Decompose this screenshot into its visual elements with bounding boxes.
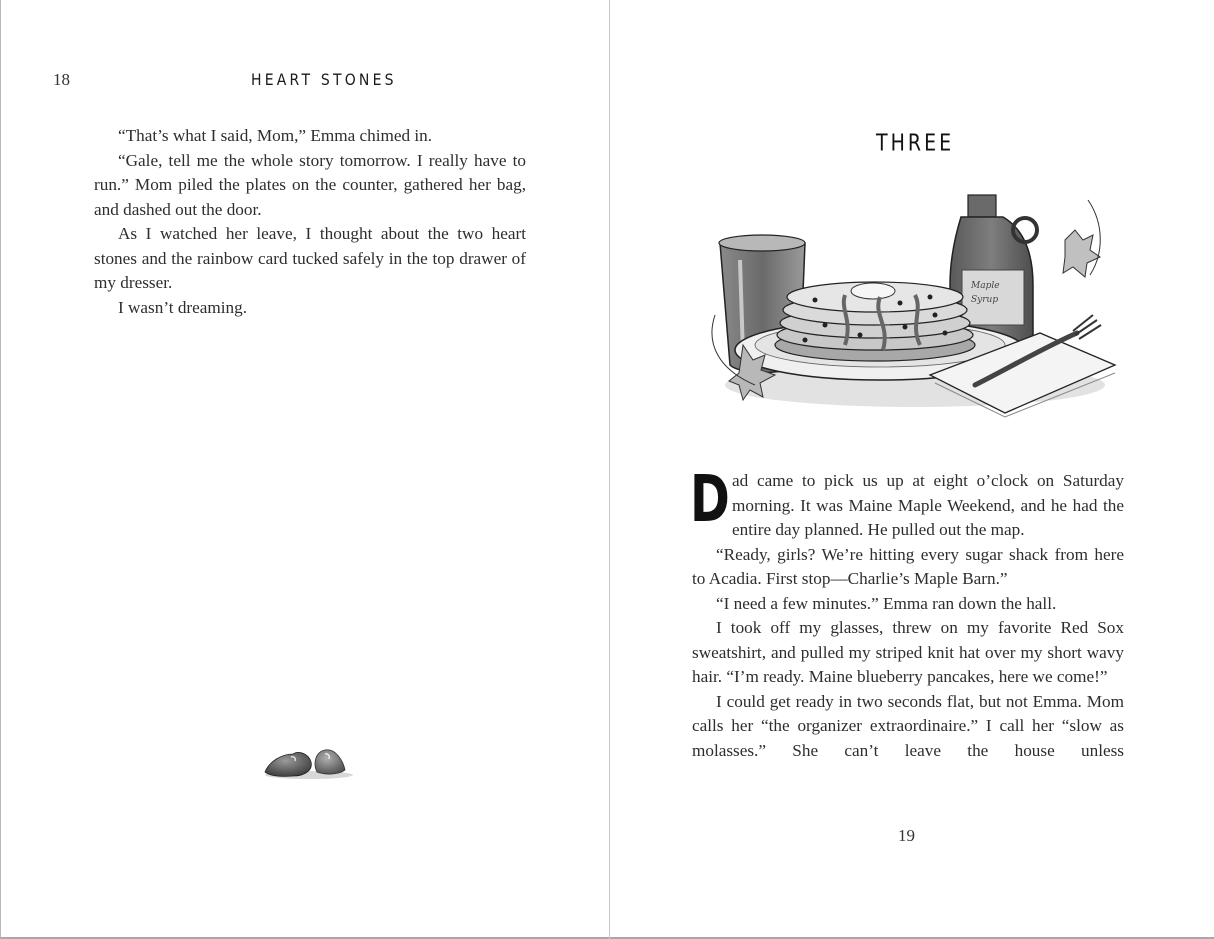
- paragraph: I could get ready in two seconds flat, but not Emma. Mom calls her “the organizer extraordinaire.” I call her “slow as molasses.” She can’t leave the house unless: [692, 691, 1124, 760]
- left-body-text: [94, 124, 526, 320]
- pancakes-illustration-icon: [695, 185, 1135, 430]
- paragraph: “Ready, girls? We’re hitting every sugar shack from here to Acadia. First stop—Charlie’s Maple Barn.”: [692, 544, 1124, 588]
- svg-text:Syrup: Syrup: [971, 295, 999, 305]
- left-page: [1, 0, 609, 937]
- svg-text:Maple: Maple: [971, 281, 1000, 291]
- paragraph: As I watched her leave, I thought about the two heart stones and the rainbow card tucked safely in the top drawer of my dresser.: [94, 224, 526, 292]
- opening-paragraph: [690, 463, 1124, 543]
- opening-text: ad came to pick us up at eight o’clock on Saturday morning. It was Maine Maple Weekend, and he had the entire day planned. He pulled out the map.: [732, 471, 1124, 539]
- page-number-left: 18: [53, 70, 70, 89]
- page-number-right: 19: [898, 826, 915, 845]
- paragraph: “I need a few minutes.” Emma ran down the hall.: [716, 593, 1057, 613]
- running-head: HEART STONES: [251, 71, 397, 90]
- paragraph: “Gale, tell me the whole story tomorrow. I really have to run.” Mom piled the plates on the counter, gathered her bag, and dashed out the door.: [94, 150, 526, 219]
- heart-stones-icon: [259, 742, 359, 782]
- paragraph: I took off my glasses, threw on my favorite Red Sox sweatshirt, and pulled my striped knit hat over my short wavy hair. “I’m ready. Maine blueberry pancakes, here we come!”: [692, 618, 1124, 686]
- right-page: [610, 0, 1214, 937]
- drop-cap: D: [690, 463, 730, 537]
- paragraph: I wasn’t dreaming.: [118, 297, 248, 317]
- paragraph: “That’s what I said, Mom,” Emma chimed in.: [118, 126, 433, 145]
- right-body-text: [690, 463, 1124, 763]
- chapter-title: THREE: [876, 130, 955, 157]
